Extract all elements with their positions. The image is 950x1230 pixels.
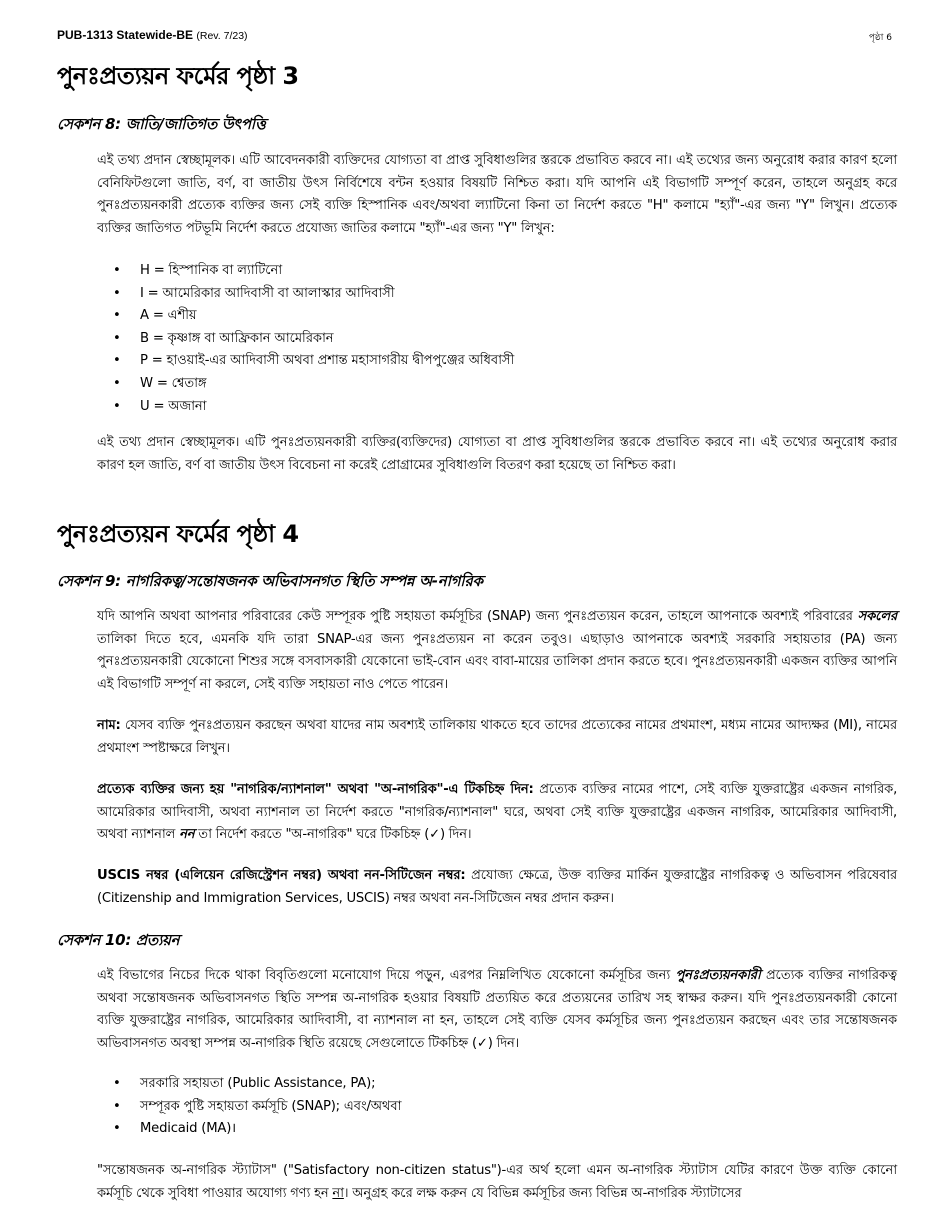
section10-definition: "সন্তোষজনক অ-নাগরিক স্ট্যাটাস" ("Satisfactory non-citizen status")-এর অর্থ হলো এমন অ-নাগরিক স্ট্যাটাস যেটির কারণে উক্ত ব্যক্তি কোনো কর্মসূচি থেকে সুবিধা পাওয়ার অযোগ্য গণ্য হন না। অনুগ্রহ করে লক্ষ করুন যে বিভিন্ন কর্মসূচির জন্য বিভিন্ন অ-নাগরিক স্ট্যাটাসের <box>97 1163 897 1201</box>
section8-heading: সেকশন 8: জাতি/জাতিগত উৎপত্তি <box>57 115 266 133</box>
check-label: প্রত্যেক ব্যক্তির জন্য হয় "নাগরিক/ন্যাশনাল" অথবা "অ-নাগরিক"-এ টিকচিহ্ন দিন: <box>97 782 534 797</box>
section9-heading: সেকশন 9: নাগরিকত্ব/সন্তোষজনক অভিবাসনগত স্থিতি সম্পন্ন অ-নাগরিক <box>57 572 483 590</box>
name-label: নাম: <box>97 718 121 733</box>
form-id: PUB-1313 Statewide-BE <box>57 28 194 42</box>
underlined-not: না <box>332 1185 344 1201</box>
section10-heading: সেকশন 10: প্রত্যয়ন <box>57 931 180 949</box>
page4-title: পুনঃপ্রত্যয়ন ফর্মের পৃষ্ঠা 4 <box>57 520 299 548</box>
page3-title: পুনঃপ্রত্যয়ন ফর্মের পৃষ্ঠা 3 <box>57 62 299 90</box>
section9-check-paragraph: প্রত্যেক ব্যক্তির জন্য হয় "নাগরিক/ন্যাশনাল" অথবা "অ-নাগরিক"-এ টিকচিহ্ন দিন: প্রত্যেক ব্যক্তির নামের পাশে, সেই ব্যক্তি যুক্তরাষ্ট্রের একজন নাগরিক, আমেরিকার আদিবাসী, অথবা ন্যাশনাল তা নির্দেশ করতে "নাগরিক/ন্যাশনাল" ঘরে, অথবা সেই ব্যক্তি যুক্তরাষ্ট্রের একজন নাগরিক, আমেরিকার আদিবাসী, অথবা ন্যাশনাল নন তা নির্দেশ করতে "অ-নাগরিক" ঘরে টিকচিহ্ন (✓) দিন। <box>97 782 898 843</box>
section8-intro: এই তথ্য প্রদান স্বেচ্ছামূলক। এটি আবেদনকারী ব্যক্তিদের যোগ্যতা বা প্রাপ্ত সুবিধাগুলির স্তরকে প্রভাবিত করবে না। এই তথ্যের জন্য অনুরোধ করার কারণ হলো বেনিফিটগুলো জাতি, বর্ণ, বা জাতীয় উৎস নির্বিশেষে বন্টন হওয়ার বিষয়টি নিশ্চিত করা। যদি আপনি এই বিভাগটি সম্পূর্ণ করেন, তাহলে অনুগ্রহ করে পুনঃপ্রত্যয়নকারী প্রত্যেক ব্যক্তির জন্য সেই ব্যক্তি হিস্পানিক এবং/অথবা ল্যাটিনো কিনা তা নির্দেশ করতে "H" কলামে "হ্যাঁ"-এর জন্য "Y" লিখুন। প্রত্যেক ব্যক্তির জাতিগত পটভূমি নির্দেশ করতে প্রযোজ্য জাতির কলামে "হ্যাঁ"-এর জন্য "Y" লিখুন: <box>97 153 897 236</box>
page-number: পৃষ্ঠা 6 <box>868 33 892 43</box>
section8-closing: এই তথ্য প্রদান স্বেচ্ছামূলক। এটি পুনঃপ্রত্যয়নকারী ব্যক্তির(ব্যক্তিদের) যোগ্যতা বা প্রাপ্ত সুবিধাগুলির স্তরকে প্রভাবিত করবে না। এই তথ্যের অনুরোধ করার কারণ হল জাতি, বর্ণ বা জাতীয় উৎস বিবেচনা না করেই প্রোগ্রামের সুবিধাগুলি বিতরণ করা হয়েছে তা নিশ্চিত করা। <box>97 435 897 473</box>
section9-uscis-paragraph: USCIS নম্বর (এলিয়েন রেজিস্ট্রেশন নম্বর) অথবা নন-সিটিজেন নম্বর: প্রযোজ্য ক্ষেত্রে, উক্ত ব্যক্তির মার্কিন যুক্তরাষ্ট্রের নাগরিকত্ব ও অভিবাসন পরিষেবার (Citizenship and Immigration Services, USCIS) নম্বর অথবা নন-সিটিজেন নম্বর প্রদান করুন। <box>97 868 897 906</box>
section9-paragraph: যদি আপনি অথবা আপনার পরিবারের কেউ সম্পূরক পুষ্টি সহায়তা কর্মসূচির (SNAP) জন্য পুনঃপ্রত্যয়ন করেন, তাহলে আপনাকে অবশ্যই পরিবারের সকলের তালিকা দিতে হবে, এমনকি যদি তারা SNAP-এর জন্য পুনঃপ্রত্যয়ন না করেন তবুও। এছাড়াও আপনাকে অবশ্যই সরকারি সহায়তার (PA) জন্য পুনঃপ্রত্যয়নকারী যেকোনো শিশুর সঙ্গে বসবাসকারী যেকোনো ভাই-বোন এবং বাবা-মায়ের তালিকা প্রদান করতে হবে। পুনঃপ্রত্যয়নকারী একজন ব্যক্তির আপনি এই বিভাগটি সম্পূর্ণ না করলে, সেই ব্যক্তি সহায়তা নাও পেতে পারেন। <box>97 609 897 692</box>
section10-paragraph: এই বিভাগের নিচের দিকে থাকা বিবৃতিগুলো মনোযোগ দিয়ে পড়ুন, এরপর নিম্নলিখিত যেকোনো কর্মসূচির জন্য পুনঃপ্রত্যয়নকারী প্রত্যেক ব্যক্তির নাগরিকত্ব অথবা সন্তোষজনক অভিবাসনগত স্থিতি সম্পন্ন অ-নাগরিক হওয়ার বিষয়টি প্রত্যয়িত করে প্রত্যয়নের তারিখ সহ স্বাক্ষর করুন। যদি পুনঃপ্রত্যয়নকারী কোনো ব্যক্তি যুক্তরাষ্ট্রের নাগরিক, আমেরিকার আদিবাসী, বা ন্যাশনাল না হন, তাহলে সেই ব্যক্তি যেসব কর্মসূচির জন্য পুনঃপ্রত্যয়ন করছেন এবং তার সন্তোষজনক অভিবাসনগত অবস্থা সম্পন্ন অ-নাগরিক স্থিতি রয়েছে সেগুলোতে টিকচিহ্ন (✓) দিন। <box>97 968 898 1051</box>
section9-name-paragraph: নাম: যেসব ব্যক্তি পুনঃপ্রত্যয়ন করছেন অথবা যাদের নাম অবশ্যই তালিকায় থাকতে হবে তাদের প্রত্যেকের নামের প্রথমাংশ, মধ্যম নামের আদ্যক্ষর (MI), নামের প্রথমাংশ স্পষ্টাক্ষরে লিখুন। <box>97 718 897 756</box>
form-revision: (Rev. 7/23) <box>196 30 248 42</box>
uscis-label: USCIS নম্বর (এলিয়েন রেজিস্ট্রেশন নম্বর) অথবা নন-সিটিজেন নম্বর: <box>97 868 466 883</box>
emphasis-all: সকলের <box>857 609 897 624</box>
emphasis-not: নন <box>179 827 195 843</box>
emphasis-recertifying: পুনঃপ্রত্যয়নকারী <box>675 968 761 983</box>
document-page: PUB-1313 Statewide-BE (Rev. 7/23) পৃষ্ঠা 6 পুনঃপ্রত্যয়ন ফর্মের পৃষ্ঠা 3 সেকশন 8: জাতি/জাতিগত উৎপত্তি এই তথ্য প্রদান স্বেচ্ছামূলক। এটি আবেদনকারী ব্যক্তিদের যোগ্যতা বা প্রাপ্ত সুবিধাগুলির স্তরকে প্রভাবিত করবে না। এই তথ্যের জন্য অনুরোধ করার কারণ হলো বেনিফিটগুলো জাতি, বর্ণ, বা জাতীয় উৎস নির্বিশেষে বন্টন হওয়ার বিষয়টি নিশ্চিত করা। যদি আপনি এই বিভাগটি সম্পূর্ণ করেন, তাহলে অনুগ্রহ করে পুনঃপ্রত্যয়নকারী প্রত্যেক ব্যক্তির জন্য সেই ব্যক্তি হিস্পানিক এবং/অথবা ল্যাটিনো কিনা তা নির্দেশ করতে "H" কলামে "হ্যাঁ"-এর জন্য "Y" লিখুন। প্রত্যেক ব্যক্তির জাতিগত পটভূমি নির্দেশ করতে প্রযোজ্য জাতির কলামে "হ্যাঁ"-এর জন্য "Y" লিখুন: • H = হিস্পানিক বা ল্যাটিনো • I = আমেরিকার আদিবাসী বা আলাস্কার আদিবাসী • A = এশীয় • B = কৃষ্ণাঙ্গ বা আফ্রিকান আমেরিকান • P = হাওয়াই-এর আদিবাসী অথবা প্রশান্ত মহাসাগরীয় দ্বীপপুঞ্জের অধিবাসী • W = শ্বেতাঙ্গ • U = অজানা এই তথ্য প্রদান স্বেচ্ছামূলক। এটি পুনঃপ্রত্যয়নকারী ব্যক্তির(ব্যক্তিদের) যোগ্যতা বা প্রাপ্ত সুবিধাগুলির স্তরকে প্রভাবিত করবে না। এই তথ্যের অনুরোধ করার কারণ হল জাতি, বর্ণ বা জাতীয় উৎস বিবেচনা না করেই প্রোগ্রামের সুবিধাগুলি বিতরণ করা হয়েছে তা নিশ্চিত করা। পুনঃপ্রত্যয়ন ফর্মের পৃষ্ঠা 4 সেকশন 9: নাগরিকত্ব/সন্তোষজনক অভিবাসনগত স্থিতি সম্পন্ন অ-নাগরিক যদি আপনি অথবা আপনার পরিবারের কেউ সম্পূরক পুষ্টি সহায়তা কর্মসূচির (SNAP) জন্য পুনঃপ্রত্যয়ন করেন, তাহলে আপনাকে অবশ্যই পরিবারের সকলের তালিকা দিতে হবে, এমনকি যদি তারা SNAP-এর জন্য পুনঃপ্রত্যয়ন না করেন তবুও। এছাড়াও আপনাকে অবশ্যই সরকারি সহায়তার (PA) জন্য পুনঃপ্রত্যয়নকারী যেকোনো শিশুর সঙ্গে বসবাসকারী যেকোনো ভাই-বোন এবং বাবা-মায়ের তালিকা প্রদান করতে হবে। পুনঃপ্রত্যয়নকারী একজন ব্যক্তির আপনি এই বিভাগটি সম্পূর্ণ না করলে, সেই ব্যক্তি সহায়তা নাও পেতে পারেন। নাম: যেসব ব্যক্তি পুনঃপ্রত্যয়ন করছেন অথবা যাদের নাম অবশ্যই তালিকায় থাকতে হবে তাদের প্রত্যেকের নামের প্রথমাংশ, মধ্যম নামের আদ্যক্ষর (MI), নামের প্রথমাংশ স্পষ্টাক্ষরে লিখুন। প্রত্যেক ব্যক্তির জন্য হয় "নাগরিক/ন্যাশনাল" অথবা "অ-নাগরিক"-এ টিকচিহ্ন দিন: প্রত্যেক ব্যক্তির নামের পাশে, সেই ব্যক্তি যুক্তরাষ্ট্রের একজন নাগরিক, আমেরিকার আদিবাসী, অথবা ন্যাশনাল তা নির্দেশ করতে "নাগরিক/ন্যাশনাল" ঘরে, অথবা সেই ব্যক্তি যুক্তরাষ্ট্রের একজন নাগরিক, আমেরিকার আদিবাসী, অথবা ন্যাশনাল নন তা নির্দেশ করতে "অ-নাগরিক" ঘরে টিকচিহ্ন (✓) দিন। USCIS নম্বর (এলিয়েন রেজিস্ট্রেশন নম্বর) অথবা নন-সিটিজেন নম্বর: প্রযোজ্য ক্ষেত্রে, উক্ত ব্যক্তির মার্কিন যুক্তরাষ্ট্রের নাগরিকত্ব ও অভিবাসন পরিষেবার (Citizenship and Immigration Services, USCIS) নম্বর অথবা নন-সিটিজেন নম্বর প্রদান করুন। সেকশন 10: প্রত্যয়ন এই বিভাগের নিচের দিকে থাকা বিবৃতিগুলো মনোযোগ দিয়ে পড়ুন, এরপর নিম্নলিখিত যেকোনো কর্মসূচির জন্য পুনঃপ্রত্যয়নকারী প্রত্যেক ব্যক্তির নাগরিকত্ব অথবা সন্তোষজনক অভিবাসনগত স্থিতি সম্পন্ন অ-নাগরিক হওয়ার বিষয়টি প্রত্যয়িত করে প্রত্যয়নের তারিখ সহ স্বাক্ষর করুন। যদি পুনঃপ্রত্যয়নকারী কোনো ব্যক্তি যুক্তরাষ্ট্রের নাগরিক, আমেরিকার আদিবাসী, বা ন্যাশনাল না হন, তাহলে সেই ব্যক্তি যেসব কর্মসূচির জন্য পুনঃপ্রত্যয়ন করছেন এবং তার সন্তোষজনক অভিবাসনগত অবস্থা সম্পন্ন অ-নাগরিক স্থিতি রয়েছে সেগুলোতে টিকচিহ্ন (✓) দিন। • সরকারি সহায়তা (Public Assistance, PA); • সম্পূরক পুষ্টি সহায়তা কর্মসূচি (SNAP); এবং/অথবা • Medicaid (MA)। "সন্তোষজনক অ-নাগরিক স্ট্যাটাস" ("Satisfactory non-citizen status")-এর অর্থ হলো এমন অ-নাগরিক স্ট্যাটাস যেটির কারণে উক্ত ব্যক্তি কোনো কর্মসূচি থেকে সুবিধা পাওয়ার অযোগ্য গণ্য হন না। অনুগ্রহ করে লক্ষ করুন যে বিভিন্ন কর্মসূচির জন্য বিভিন্ন অ-নাগরিক স্ট্যাটাসের <box>0 0 950 1230</box>
form-header <box>57 28 248 42</box>
